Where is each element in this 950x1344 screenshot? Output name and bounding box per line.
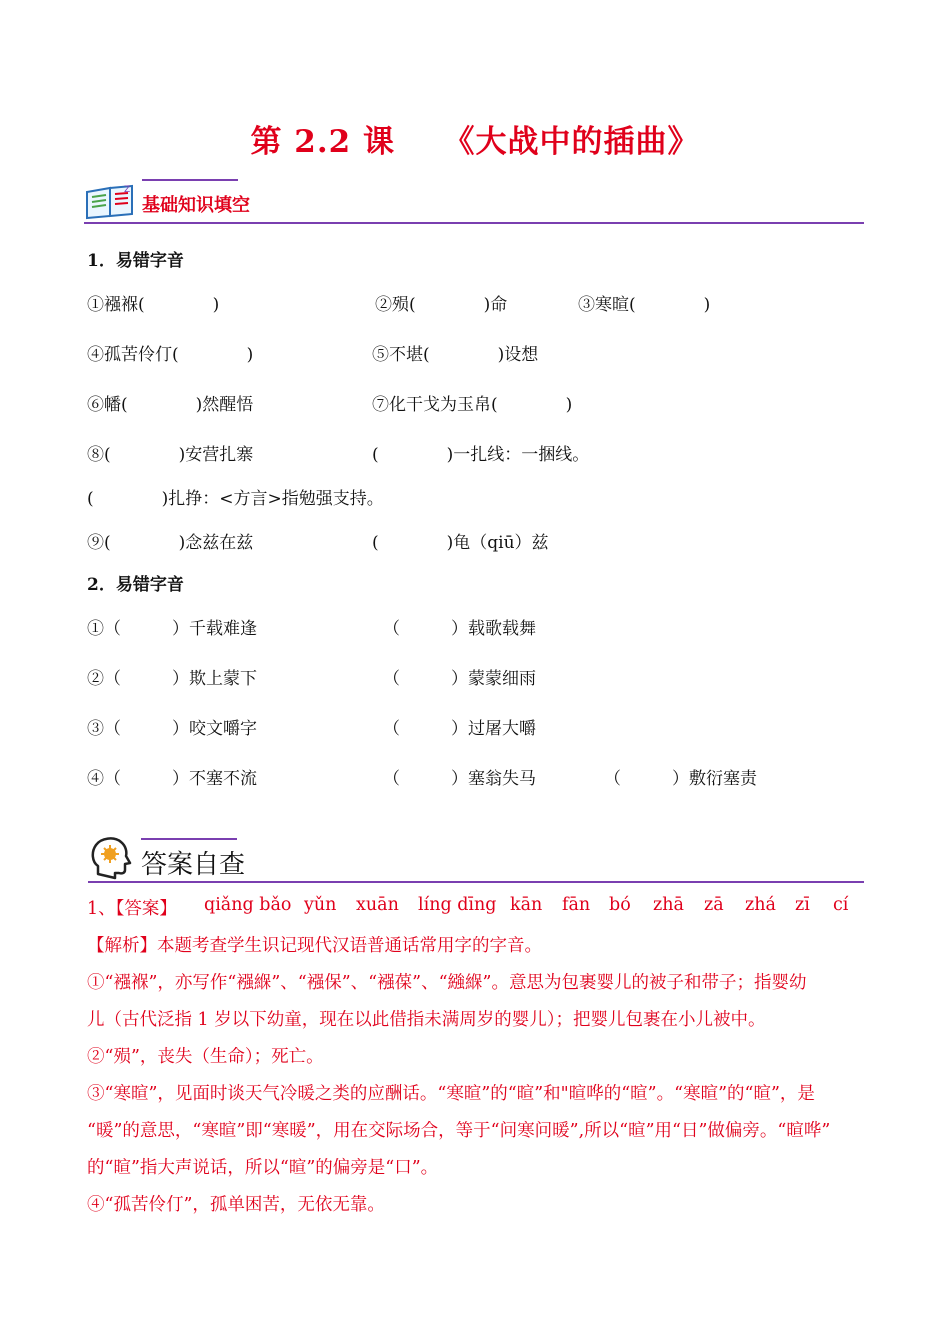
analysis-line: ①“襁褓”，亦写作“襁緥”、“襁保”、“襁葆”、“繈緥”。意思为包裹婴儿的被子和带子；指婴幼	[87, 973, 807, 993]
pinyin-answer: zī	[795, 895, 810, 915]
svg-text:Z: Z	[124, 185, 131, 195]
fill-item: ( )扎挣：<方言>指勉强支持。	[87, 489, 384, 509]
fill-item: ②殒( )命	[375, 295, 508, 315]
question-heading: 1．易错字音	[87, 251, 184, 271]
section-label-basic: 基础知识填空	[142, 195, 250, 216]
page-title: 第 2.2 课 《大战中的插曲》	[250, 124, 700, 160]
pinyin-answer: bó	[609, 895, 631, 915]
answer-label: 1、【答案】	[87, 899, 177, 919]
brain-head-icon	[88, 834, 134, 880]
fill-item: ③寒暄( )	[578, 295, 711, 315]
fill-item: ( )一扎线：一捆线。	[372, 445, 590, 465]
pinyin-answer: xuān	[356, 895, 399, 915]
fill-item: ⑥幡( )然醒悟	[87, 395, 254, 415]
section-divider	[84, 222, 864, 224]
section-divider	[88, 881, 864, 883]
pinyin-answer: líng dīng	[418, 895, 497, 915]
fill-item: （ ）蒙蒙细雨	[383, 669, 536, 689]
analysis-line: 的“暄”指大声说话，所以“暄”的偏旁是“口”。	[87, 1158, 439, 1178]
pinyin-answer: fān	[562, 895, 591, 915]
fill-item: ①襁褓( )	[87, 295, 220, 315]
book-icon	[84, 182, 140, 222]
question-heading: 2．易错字音	[87, 575, 184, 595]
pinyin-answer: qiǎng bǎo	[204, 895, 292, 915]
fill-item: （ ）载歌载舞	[383, 619, 536, 639]
fill-item: ⑨( )念兹在兹	[87, 533, 254, 553]
section-label-answers: 答案自查	[141, 850, 246, 880]
analysis-line: 儿（古代泛指 1 岁以下幼童，现在以此借指未满周岁的婴儿）；把婴儿包裹在小儿被中。	[87, 1010, 766, 1030]
pinyin-answer: yǔn	[304, 895, 337, 915]
analysis-line: ②“殒”，丧失（生命）；死亡。	[87, 1047, 324, 1067]
fill-item: ⑦化干戈为玉帛( )	[372, 395, 573, 415]
pinyin-answer: zā	[704, 895, 724, 915]
fill-item: ④孤苦伶仃( )	[87, 345, 254, 365]
section-header-top-line	[141, 838, 237, 840]
pinyin-answer: cí	[833, 895, 849, 915]
section-header-top-line	[142, 179, 238, 181]
fill-item: （ ）塞翁失马	[383, 769, 536, 789]
pinyin-answer: zhá	[745, 895, 776, 915]
pinyin-answer: kān	[510, 895, 543, 915]
analysis-line: 【解析】本题考查学生识记现代汉语普通话常用字的字音。	[87, 936, 542, 956]
fill-item: ③（ ）咬文嚼字	[87, 719, 257, 739]
fill-item: （ ）过屠大嚼	[383, 719, 536, 739]
fill-item: ②（ ）欺上蒙下	[87, 669, 257, 689]
analysis-line: ③“寒暄”，见面时谈天气冷暖之类的应酬话。“寒暄”的“暄”和"暄哗的“暄”。“寒暄”的“暄”，是	[87, 1084, 815, 1104]
fill-item: （ ）敷衍塞责	[604, 769, 757, 789]
pinyin-answer: zhā	[653, 895, 684, 915]
fill-item: ⑧( )安营扎寨	[87, 445, 254, 465]
fill-item: ⑤不堪( )设想	[372, 345, 539, 365]
fill-item: ①（ ）千载难逢	[87, 619, 257, 639]
fill-item: ( )龟（qiū）兹	[372, 533, 549, 553]
fill-item: ④（ ）不塞不流	[87, 769, 257, 789]
analysis-line: ④“孤苦伶仃”，孤单困苦，无依无靠。	[87, 1195, 385, 1215]
analysis-line: “暖”的意思，“寒暄”即“寒暖”，用在交际场合，等于“问寒问暖”,所以“暄”用“日”做偏旁。“暄哗”	[87, 1121, 831, 1141]
